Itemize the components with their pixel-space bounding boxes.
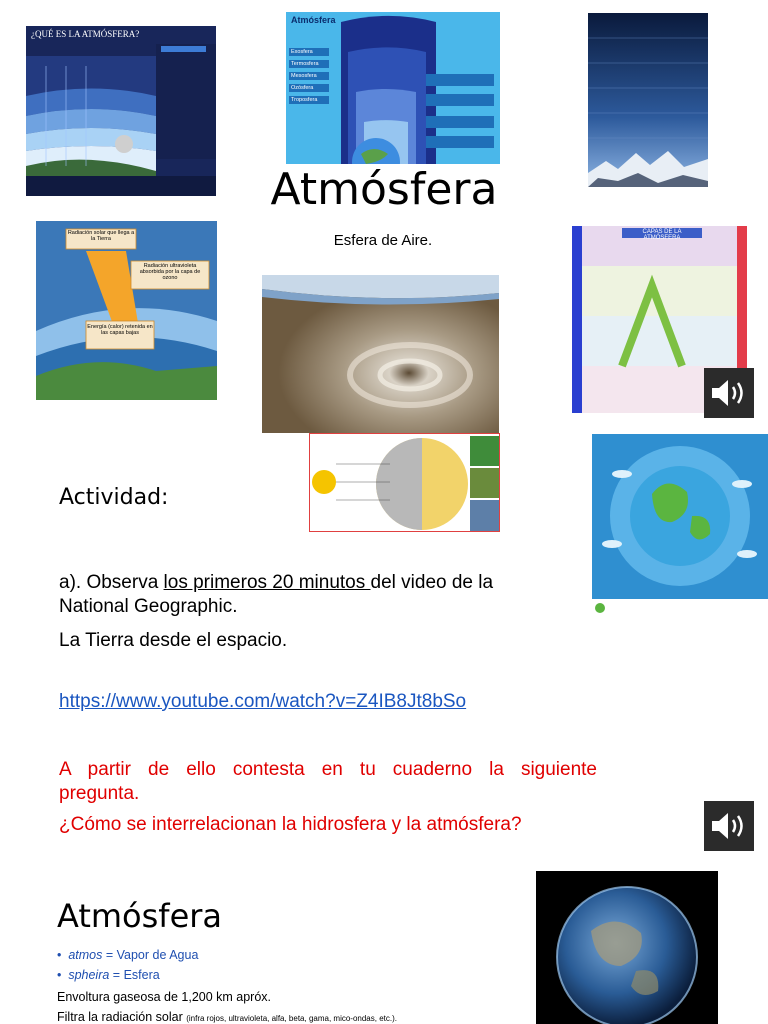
layers-title: Atmósfera bbox=[291, 15, 336, 25]
audio-play-button[interactable] bbox=[704, 368, 754, 418]
bullet-dot: • bbox=[57, 948, 69, 962]
hurricane-photo bbox=[262, 275, 499, 433]
slide2-line2 bbox=[57, 1010, 397, 1024]
instruction-line1: A partir de ello contesta en tu cuaderno la siguiente bbox=[59, 759, 597, 780]
bullet-meaning: = Vapor de Agua bbox=[102, 948, 199, 962]
earth-from-space-photo bbox=[536, 871, 718, 1024]
layer-label: Ozósfera bbox=[289, 84, 329, 92]
slide2-title: Atmósfera bbox=[57, 897, 223, 935]
youtube-link[interactable]: https://www.youtube.com/watch?v=Z4IB8Jt8bSo bbox=[59, 691, 467, 712]
line2-main: Filtra la radiación solar bbox=[57, 1010, 187, 1024]
altitude-sky-image bbox=[588, 13, 708, 187]
audio-play-button[interactable] bbox=[704, 801, 754, 851]
solar-radiation-diagram bbox=[36, 221, 217, 400]
bullet-item bbox=[57, 968, 160, 982]
radiation-label: Radiación solar que llega a la Tierra bbox=[67, 230, 135, 242]
earth-globe-illustration bbox=[592, 434, 768, 617]
slide2-line1: Envoltura gaseosa de 1,200 km apróx. bbox=[57, 990, 272, 1004]
sun-earth-diagram bbox=[309, 433, 500, 532]
layers-label-list bbox=[289, 48, 329, 108]
radiation-label: Radiación ultravioleta absorbida por la capa de ozono bbox=[139, 263, 201, 281]
line2-small: (infra rojos, ultravioleta, alfa, beta, gama, mico-ondas, etc.). bbox=[186, 1014, 397, 1023]
layer-label: Termosfera bbox=[289, 60, 329, 68]
instruction-line2: pregunta. bbox=[59, 783, 140, 804]
layer-label: Exosfera bbox=[289, 48, 329, 56]
activity-item-a bbox=[59, 571, 539, 619]
bullet-dot: • bbox=[57, 968, 69, 982]
layer-label: Troposfera bbox=[289, 96, 329, 104]
bullet-meaning: = Esfera bbox=[109, 968, 160, 982]
question-text: ¿Cómo se interrelacionan la hidrosfera y la atmósfera? bbox=[59, 814, 522, 835]
atmosphere-layers-image bbox=[286, 12, 500, 164]
bullet-term: atmos bbox=[68, 948, 103, 962]
item-a-underlined: los primeros 20 minutos bbox=[163, 572, 371, 593]
bullet-term: spheira bbox=[68, 968, 110, 982]
slide-title: Atmósfera bbox=[270, 164, 498, 215]
atmosphere-infographic-image bbox=[26, 26, 216, 196]
item-a-suffix: del video de la National Geographic. bbox=[59, 572, 494, 617]
bullet-item bbox=[57, 948, 198, 962]
video-title: La Tierra desde el espacio. bbox=[59, 630, 288, 651]
speaker-icon bbox=[704, 801, 754, 851]
item-a-prefix: a). Observa bbox=[59, 572, 164, 593]
infographic-title: ¿QUÉ ES LA ATMÓSFERA? bbox=[31, 29, 140, 39]
capas-title: CAPAS DE LA ATMÓSFERA bbox=[642, 229, 682, 241]
activity-heading: Actividad: bbox=[59, 485, 169, 510]
speaker-icon bbox=[704, 368, 754, 418]
layer-label: Mesosfera bbox=[289, 72, 329, 80]
slide-subtitle: Esfera de Aire. bbox=[333, 232, 433, 249]
radiation-label: Energía (calor) retenida en las capas bajas bbox=[87, 324, 153, 336]
